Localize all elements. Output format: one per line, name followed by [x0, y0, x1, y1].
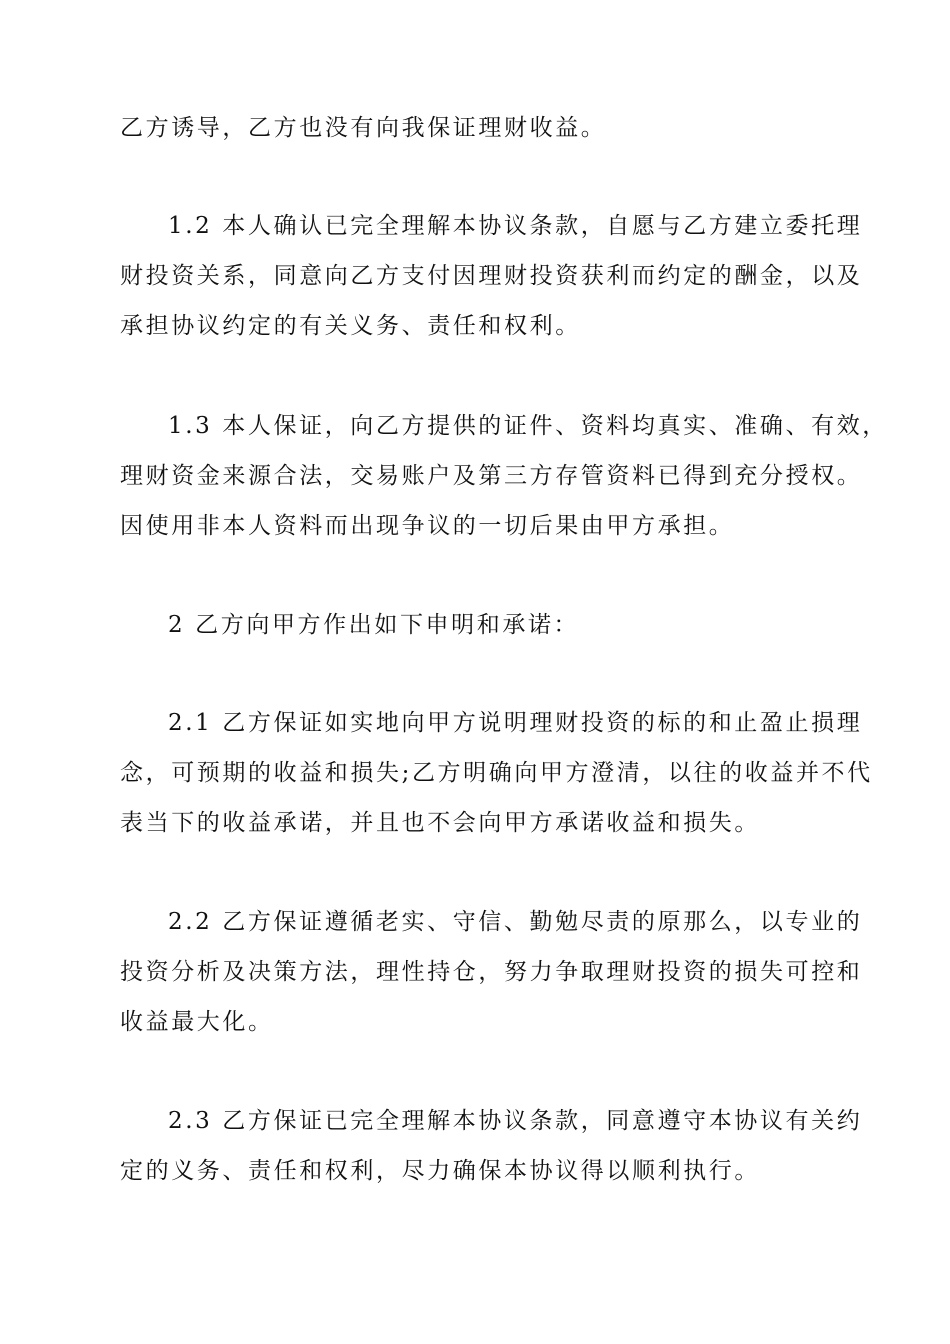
text-line: 财投资关系，同意向乙方支付因理财投资获利而约定的酬金，以及 — [120, 263, 863, 289]
text-line: 1.3 本人保证，向乙方提供的证件、资料均真实、准确、有效， — [168, 413, 888, 439]
paragraph-continuation — [120, 103, 832, 153]
clause-2-3 — [120, 1096, 863, 1196]
text-line: 承担协议约定的有关义务、责任和权利。 — [120, 313, 581, 339]
section-2-heading — [120, 600, 832, 650]
text-line: 定的义务、责任和权利，尽力确保本协议得以顺利执行。 — [120, 1158, 760, 1184]
clause-1-3 — [120, 401, 888, 551]
text-line: 收益最大化。 — [120, 1009, 274, 1035]
text-line: 2 乙方向甲方作出如下申明和承诺： — [168, 612, 580, 638]
text-line: 因使用非本人资料而出现争议的一切后果由甲方承担。 — [120, 513, 735, 539]
text-line: 表当下的收益承诺，并且也不会向甲方承诺收益和损失。 — [120, 810, 760, 836]
clause-2-2 — [120, 897, 863, 1047]
text-line: 乙方诱导，乙方也没有向我保证理财收益。 — [120, 115, 607, 141]
text-line: 2.3 乙方保证已完全理解本协议条款，同意遵守本协议有关约 — [168, 1108, 863, 1134]
text-line: 2.1 乙方保证如实地向甲方说明理财投资的标的和止盈止损理 — [168, 710, 863, 736]
text-line: 1.2 本人确认已完全理解本协议条款，自愿与乙方建立委托理 — [168, 213, 863, 239]
text-line: 2.2 乙方保证遵循老实、守信、勤勉尽责的原那么，以专业的 — [168, 909, 863, 935]
text-line: 理财资金来源合法，交易账户及第三方存管资料已得到充分授权。 — [120, 463, 863, 489]
text-line: 投资分析及决策方法，理性持仓，努力争取理财投资的损失可控和 — [120, 959, 863, 985]
text-line: 念，可预期的收益和损失;乙方明确向甲方澄清，以往的收益并不代 — [120, 760, 873, 786]
clause-1-2 — [120, 201, 863, 351]
clause-2-1 — [120, 698, 873, 848]
